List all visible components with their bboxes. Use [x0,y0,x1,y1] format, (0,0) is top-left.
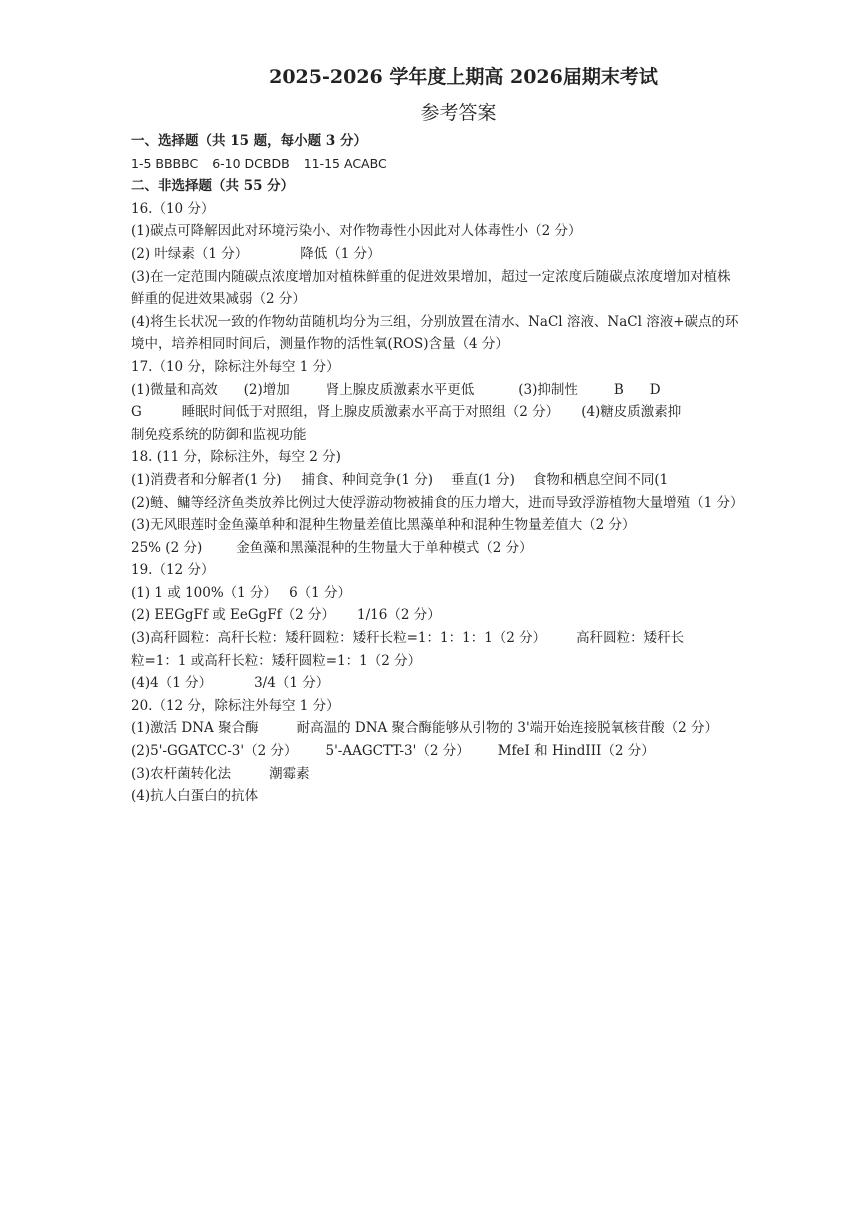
page-subtitle: 参考答案 [420,102,497,124]
q17-answer-2a: G [131,404,142,421]
answer-content [131,130,744,808]
q18-answer-2: (2)鲢、鳙等经济鱼类放养比例过大使浮游动物被捕食的压力增大，进而导致浮游植物大量增殖（1 分） [131,494,744,511]
q19-answer-5b: 3/4（1 分） [254,675,330,692]
q17-answer-2c: (4)糖皮质激素抑 [581,404,682,421]
q17-answer-1f: D [649,381,661,398]
q18-answer-1b: 捕食、种间竞争(1 分) [301,471,433,488]
q19-answer-1 [131,582,741,605]
q20-heading: 20.（12 分，除标注外每空 1 分） [131,697,340,714]
q20-answer-3a: (3)农杆菌转化法 [131,765,232,782]
q18-answer-4a: 25% (2 分) [131,539,203,556]
q18-answer-1c: 垂直(1 分) [450,471,515,488]
q20-answer-3b: 潮霉素 [269,765,310,782]
q19-answer-2 [131,604,741,627]
choice-answers-6-10: 6-10 DCBDB [212,155,290,171]
q20-answer-2c: MfeI 和 HindIII（2 分） [497,743,655,760]
q19-answer-3a: (3)高秆圆粒：高秆长粒：矮秆圆粒：矮秆长粒=1：1：1：1（2 分） [131,630,547,647]
q18-answer-1a: (1)消费者和分解者(1 分) [131,471,282,488]
q20-answer-1 [131,717,741,740]
q18-answer-4b: 金鱼藻和黑藻混种的生物量大于单种模式（2 分） [236,539,533,556]
q18-answer-1d: 食物和栖息空间不同(1 [532,471,669,488]
q20-answer-4: (4)抗人白蛋白的抗体 [131,788,259,805]
q19-answer-1b: 6（1 分） [289,584,352,601]
q18-answer-3: (3)无风眼莲时金鱼藻单种和混种生物量差值比黑藻单种和混种生物量差值大（2 分） [131,517,636,534]
q17-answer-1e: B [613,381,624,398]
q19-heading: 19.（12 分） [131,562,215,579]
q19-answer-5a: (4)4（1 分） [131,675,213,692]
q19-answer-3b: 高秆圆粒：矮秆长 [576,630,685,647]
q19-answer-4: 粒=1：1 或高秆长粒：矮秆圆粒=1：1（2 分） [131,652,422,669]
q20-answer-2a: (2)5'-GGATCC-3'（2 分） [131,743,298,760]
q17-heading: 17.（10 分，除标注外每空 1 分） [131,358,340,375]
choice-answers [131,153,741,176]
q16-answer-3: (3)在一定范围内随碳点浓度增加对植株鲜重的促进效果增加，超过一定浓度后随碳点浓度增加对植株鲜重的促进效果减弱（2 分） [131,268,731,308]
q17-answer-1b: (2)增加 [243,381,290,398]
q19-answer-2b: 1/16（2 分） [357,607,441,624]
q19-answer-2a: (2) EEGgFf 或 EeGgFf（2 分） [131,607,336,624]
page-title: 2025-2026 学年度上期高 2026届期末考试 [269,66,658,88]
q17-answer-2b: 睡眠时间低于对照组，肾上腺皮质激素水平高于对照组（2 分） [181,404,560,421]
q20-answer-2b: 5'-AAGCTT-3'（2 分） [325,743,470,760]
q20-answer-2 [131,740,741,763]
q16-answer-1: (1)碳点可降解因此对环境污染小、对作物毒性小因此对人体毒性小（2 分） [131,223,582,240]
q20-answer-1a: (1)激活 DNA 聚合酶 [131,720,259,737]
q16-answer-4: (4)将生长状况一致的作物幼苗随机均分为三组，分别放置在清水、NaCl 溶液、NaCl 溶液+碳点的环境中，培养相同时间后，测量作物的活性氧(ROS)含量（4 分） [131,313,739,353]
nonchoice-heading: 二、非选择题（共 55 分） [131,178,295,195]
q20-answer-1b: 耐高温的 DNA 聚合酶能够从引物的 3'端开始连接脱氧核苷酸（2 分） [296,720,719,737]
q18-answer-4 [131,537,741,560]
q20-answer-3 [131,763,741,786]
q16-answer-2b: 降低（1 分） [300,245,381,262]
q16-answer-2a: (2) 叶绿素（1 分） [131,245,249,262]
q17-answer-1 [131,379,741,402]
q16-answer-2 [131,243,741,266]
q19-answer-3 [131,627,741,650]
q17-answer-1d: (3)抑制性 [518,381,578,398]
choice-answers-1-5: 1-5 BBBBC [131,155,199,171]
q17-answer-2 [131,401,741,424]
q18-heading: 18. (11 分，除标注外，每空 2 分) [131,449,341,466]
choice-heading: 一、选择题（共 15 题，每小题 3 分） [131,133,367,149]
q17-answer-3: 制免疫系统的防御和监视功能 [131,426,307,443]
q17-answer-1a: (1)微量和高效 [131,381,218,398]
q18-answer-1 [131,469,741,492]
choice-answers-11-15: 11-15 ACABC [303,155,387,171]
q19-answer-5 [131,672,741,695]
q19-answer-1a: (1) 1 或 100%（1 分） [131,584,278,601]
q17-answer-1c: 肾上腺皮质激素水平更低 [325,381,475,398]
q16-heading: 16.（10 分） [131,200,215,217]
